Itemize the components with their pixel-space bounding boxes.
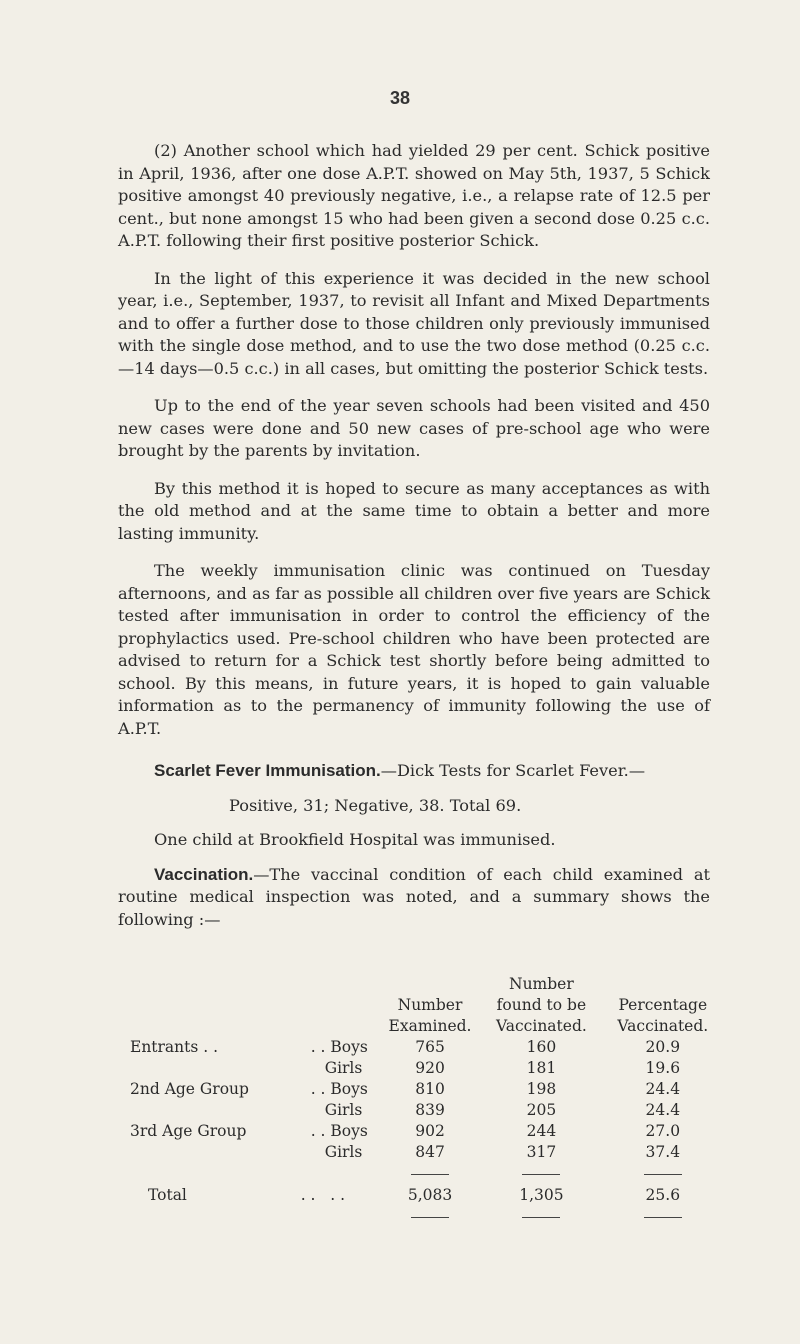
row-group: 3rd Age Group <box>130 1122 247 1140</box>
brookfield-hospital-note: One child at Brookfield Hospital was immunised. <box>154 830 556 849</box>
paragraph-relapse: (2) Another school which had yielded 29 per cent. Schick positive in April, 1936, after one dose A.P.T. showed on May 5th, 1937, 5 Schick positive amongst 40 previously negative, i.e., a relapse rate of 12.5 per cent., but none amongst 15 who had been given a second dose 0.25 c.c. A.P.T. following their first positive posterior Schick. <box>118 141 710 250</box>
paragraph-weekly-clinic: The weekly immunisation clinic was continued on Tuesday afternoons, and as far as possible all children over five years are Schick tested after immunisation in order to control the efficiency of the prophylactics used. Pre-school children who have been protected are advised to return for a Schick test shortly before being admitted to school. By this means, in future years, it is hoped to gain valuable information as to the permanency of immunity following the use of A.P.T. <box>118 561 710 738</box>
table-row <box>118 1079 718 1100</box>
table-header-row-1 <box>118 974 718 995</box>
vaccination-text: —The vaccinal condition of each child examined at routine medical inspection was noted, and a summary shows the following :— <box>118 864 710 929</box>
row-examined: 847 <box>415 1143 445 1161</box>
table-row <box>118 1058 718 1079</box>
header-percentage-2: Vaccinated. <box>617 1017 709 1035</box>
row-vaccinated: 160 <box>526 1038 557 1056</box>
bottom-rule-row <box>118 1206 718 1228</box>
row-group <box>118 1058 325 1079</box>
row-vaccinated: 317 <box>526 1143 557 1161</box>
row-examined: 920 <box>415 1059 445 1077</box>
row-vaccinated: 181 <box>526 1059 557 1077</box>
row-sex: Girls <box>324 1101 363 1119</box>
body-text <box>118 140 710 946</box>
row-percentage: 19.6 <box>645 1059 681 1077</box>
row-percentage: 37.4 <box>645 1143 681 1161</box>
row-sex: Girls <box>324 1143 363 1161</box>
row-group: Entrants . . <box>130 1038 219 1056</box>
header-examined-1: Number <box>397 996 463 1014</box>
total-rule-row <box>118 1163 718 1185</box>
row-percentage: 24.4 <box>645 1080 681 1098</box>
vaccination-table <box>118 974 718 1228</box>
total-label: Total <box>148 1186 187 1204</box>
table-header-row-2 <box>118 995 718 1016</box>
scarlet-fever-paragraph <box>118 760 710 783</box>
paragraph-new-school-year: In the light of this experience it was decided in the new school year, i.e., September, 1937, to revisit all Infant and Mixed Departments and to offer a further dose to those children only previously immunised with the single dose method, and to use the two dose method (0.25 c.c.—14 days—0.5 c.c.) in all cases, but omitting the posterior Schick tests. <box>118 268 710 378</box>
header-found-3: Vaccinated. <box>495 1017 587 1035</box>
header-examined-2: Examined. <box>388 1017 472 1035</box>
row-sex: . . Boys <box>310 1122 368 1140</box>
vaccination-heading: Vaccination. <box>154 864 254 884</box>
row-vaccinated: 205 <box>526 1101 557 1119</box>
bottom-rule-percentage <box>644 1217 682 1218</box>
row-examined: 839 <box>415 1101 445 1119</box>
vaccination-paragraph <box>118 864 710 932</box>
scarlet-fever-heading: Scarlet Fever Immunisation. <box>154 761 381 780</box>
row-examined: 902 <box>415 1122 445 1140</box>
header-percentage-1: Percentage <box>618 996 708 1014</box>
row-examined: 765 <box>415 1038 445 1056</box>
row-vaccinated: 244 <box>526 1122 557 1140</box>
table-header-row-3 <box>118 1016 718 1037</box>
row-group <box>118 1100 325 1121</box>
row-group <box>118 1142 325 1163</box>
table-row <box>118 1037 718 1058</box>
total-percentage: 25.6 <box>645 1186 681 1204</box>
bottom-rule-examined <box>411 1217 449 1218</box>
total-dots: . . . . <box>300 1186 346 1204</box>
total-row <box>118 1185 718 1206</box>
total-rule-percentage <box>644 1174 682 1175</box>
table-row <box>118 1121 718 1142</box>
dick-test-results: Positive, 31; Negative, 38. Total 69. <box>229 795 522 815</box>
row-group: 2nd Age Group <box>130 1080 249 1098</box>
table-row <box>118 1100 718 1121</box>
row-percentage: 24.4 <box>645 1101 681 1119</box>
scarlet-fever-text: —Dick Tests for Scarlet Fever.— <box>380 761 646 780</box>
row-examined: 810 <box>415 1080 445 1098</box>
row-sex: . . Boys <box>310 1080 368 1098</box>
total-rule-vaccinated <box>522 1174 560 1175</box>
row-sex: Girls <box>324 1059 363 1077</box>
header-found-1: Number <box>509 975 574 993</box>
total-vaccinated: 1,305 <box>519 1186 564 1204</box>
total-rule-examined <box>411 1174 449 1175</box>
row-vaccinated: 198 <box>526 1080 557 1098</box>
paragraph-method-hope: By this method it is hoped to secure as many acceptances as with the old method and at the same time to obtain a better and more lasting immunity. <box>118 478 710 543</box>
bottom-rule-vaccinated <box>522 1217 560 1218</box>
total-examined: 5,083 <box>407 1186 453 1204</box>
header-found-2: found to be <box>496 996 587 1014</box>
page-number: 38 <box>389 88 411 108</box>
row-percentage: 20.9 <box>645 1038 681 1056</box>
row-percentage: 27.0 <box>645 1122 681 1140</box>
row-sex: . . Boys <box>310 1038 368 1056</box>
paragraph-schools-visited: Up to the end of the year seven schools had been visited and 450 new cases were done and 50 new cases of pre-school age who were brought by the parents by invitation. <box>118 396 710 460</box>
table-row <box>118 1142 718 1163</box>
